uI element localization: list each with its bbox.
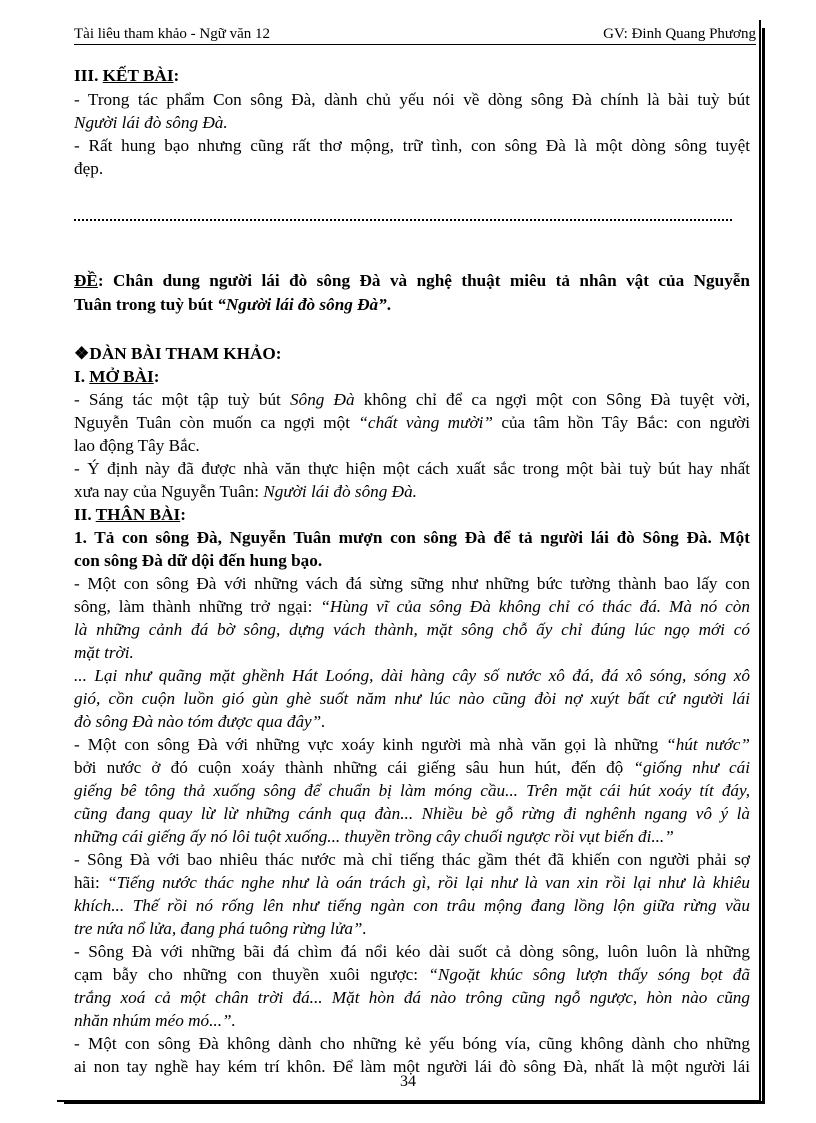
heading-title: MỞ BÀI — [89, 367, 154, 386]
paragraph-line: - Ý định này đã được nhà văn thực hiện một cách xuất sắc trong một bài tuỳ bút hay nhất — [74, 459, 750, 478]
text-run-italic: “Ngoặt khúc sông lượn thấy sóng bọt đã — [428, 965, 750, 984]
header-right: GV: Đinh Quang Phương — [603, 26, 756, 42]
heading-suffix: : — [173, 66, 180, 85]
heading-prefix: II. — [74, 505, 96, 524]
text-run: hãi: — [74, 873, 108, 892]
heading-title: KẾT BÀI — [102, 66, 174, 85]
section-2-heading — [74, 503, 750, 526]
paragraph-line — [74, 756, 750, 779]
paragraph-line: - Một con sông Đà không dành cho những kẻ yếu bóng vía, cũng không dành cho những — [74, 1034, 750, 1053]
text-run-italic: “Hùng vĩ của sông Đà không chỉ có thác đá. Mà nó còn — [320, 597, 750, 616]
page-number: 34 — [400, 1073, 416, 1090]
paragraph-line — [74, 871, 750, 894]
quote-line: những cái giếng ấy nó lôi tuột xuống... thuyền trồng cây chuối ngược rồi vụt biến đi...” — [74, 827, 674, 846]
paragraph-line: ai non tay nghề hay kém trí khôn. Để làm một người lái đò sông Đà, nhất là một người lái — [74, 1057, 750, 1076]
text-run-italic: “hút nước” — [666, 735, 750, 754]
prompt-label: ĐỀ — [74, 271, 98, 290]
outline-title: DÀN BÀI THAM KHẢO: — [89, 344, 282, 363]
paragraph-line — [74, 595, 750, 618]
quote-line: cũng đang quay lừ lừ những cánh quạ đàn... Nhiều bè gỗ rừng đi nghênh ngang vô ý là — [74, 804, 750, 823]
essay-prompt-line2 — [74, 293, 750, 316]
subheading-line: con sông Đà dữ dội đến hung bạo. — [74, 551, 323, 570]
diamond-bullet-icon: ❖ — [74, 344, 90, 363]
heading-suffix: : — [153, 367, 160, 386]
quote-line: trắng xoá cả một chân trời đá... Mặt hòn đá nào trông cũng ngỗ ngược, hòn nào cũng — [74, 988, 750, 1007]
text-run-italic: “chất vàng mười” — [358, 413, 493, 432]
quote-line: gió, cồn cuộn luồn gió gùn ghè suốt năm như lúc nào cũng đòi nợ xuýt bất cứ người lái — [74, 689, 750, 708]
header-left: Tài liêu tham khảo - Ngữ văn 12 — [74, 26, 270, 42]
prompt-text: Tuân trong tuỳ bút — [74, 295, 218, 314]
paragraph-line — [74, 733, 750, 756]
quote-line: nhăn nhúm méo mó...”. — [74, 1011, 236, 1030]
subheading-line: 1. Tả con sông Đà, Nguyễn Tuân mượn con sông Đà để tả người lái đò Sông Đà. Một — [74, 528, 750, 547]
page-shadow-bottom — [64, 1101, 765, 1104]
paragraph-line — [74, 388, 750, 411]
paragraph-line: đẹp. — [74, 159, 104, 178]
text-run: sông, làm thành những trở ngại: — [74, 597, 321, 616]
paragraph-line: Người lái đò sông Đà. — [74, 113, 228, 132]
paragraph-line: - Trong tác phẩm Con sông Đà, dành chủ yếu nói về dòng sông Đà chính là bài tuỳ bút — [74, 90, 750, 109]
text-run: - Sáng tác một tập tuỳ bút — [74, 390, 290, 409]
quote-line: là những cảnh đá bờ sông, dựng vách thành, mặt sông chỗ ấy chỉ đúng lúc ngọ mới có — [74, 620, 750, 639]
outline-heading — [74, 342, 750, 365]
quote-line: tre nứa nổ lửa, đang phá tuông rừng lửa”. — [74, 919, 367, 938]
essay-prompt-line1 — [74, 269, 750, 292]
heading-prefix: I. — [74, 367, 90, 386]
heading-prefix: III. — [74, 66, 103, 85]
quote-line: mặt trời. — [74, 643, 134, 662]
quote-line: giếng bê tông thả xuống sông để chuẩn bị làm móng cầu... Trên mặt cái hút xoáy tít đáy, — [74, 781, 750, 800]
text-run: Nguyễn Tuân còn muốn ca ngợi một — [74, 413, 359, 432]
page-header — [74, 24, 756, 45]
quote-line: ... Lại như quãng mặt ghềnh Hát Loóng, dài hàng cây số nước xô đá, đá xô sóng, sóng xô — [74, 666, 750, 685]
quote-line: khích... Thế rồi nó rống lên như tiếng ngàn con trâu mộng đang lồng lộn giữa rừng vầu — [74, 896, 750, 915]
heading-suffix: : — [180, 505, 186, 524]
text-run-italic: “Tiếng nước thác nghe như là oán trách gì, rồi lại như là van xin rồi lại như là khiêu — [107, 873, 750, 892]
prompt-text: . — [386, 295, 392, 314]
paragraph-line: lao động Tây Bắc. — [74, 436, 200, 455]
paragraph-line — [74, 480, 750, 503]
prompt-text: : Chân dung người lái đò sông Đà và nghệ thuật miêu tả nhân vật của Nguyễn — [97, 271, 750, 290]
paragraph-line: - Sông Đà với những bãi đá chìm đá nổi kéo dài suốt cả dòng sông, luôn luôn là những — [74, 942, 750, 961]
paragraph-line: - Sông Đà với bao nhiêu thác nước mà chỉ tiếng thác gầm thét đã khiến con người phải sợ — [74, 850, 750, 869]
text-run-italic: Sông Đà — [290, 390, 355, 409]
text-run: của tâm hồn Tây Bắc: con người — [492, 413, 751, 432]
heading-title: THÂN BÀI — [95, 505, 181, 524]
section-3-heading — [74, 64, 750, 87]
text-run: cạm bẫy cho những con thuyền xuôi ngược: — [74, 965, 429, 984]
text-run-italic: Người lái đò sông Đà. — [263, 482, 417, 501]
paragraph-line — [74, 411, 750, 434]
section-1-heading — [74, 365, 750, 388]
dotted-separator — [74, 217, 732, 221]
prompt-work-title: “Người lái đò sông Đà” — [217, 295, 387, 314]
paragraph-line: - Rất hung bạo nhưng cũng rất thơ mộng, trữ tình, con sông Đà là một dòng sông tuyệt — [74, 136, 750, 155]
text-run: không chỉ để ca ngợi một con Sông Đà tuyệt vời, — [354, 390, 750, 409]
paragraph-line: - Một con sông Đà với những vách đá sừng sững như những bức tường thành bao lấy con — [74, 574, 750, 593]
text-run-italic: “giống như cái — [633, 758, 750, 777]
page-shadow-right — [762, 28, 765, 1104]
text-run: bởi nước ở đó cuộn xoáy thành những cái giếng sâu hun hút, đến độ — [74, 758, 634, 777]
text-run: - Một con sông Đà với những vực xoáy kinh người mà nhà văn gọi là những — [74, 735, 667, 754]
quote-line: đò sông Đà nào tóm được qua đây”. — [74, 712, 326, 731]
paragraph-line — [74, 963, 750, 986]
text-run: xưa nay của Nguyễn Tuân: — [74, 482, 264, 501]
